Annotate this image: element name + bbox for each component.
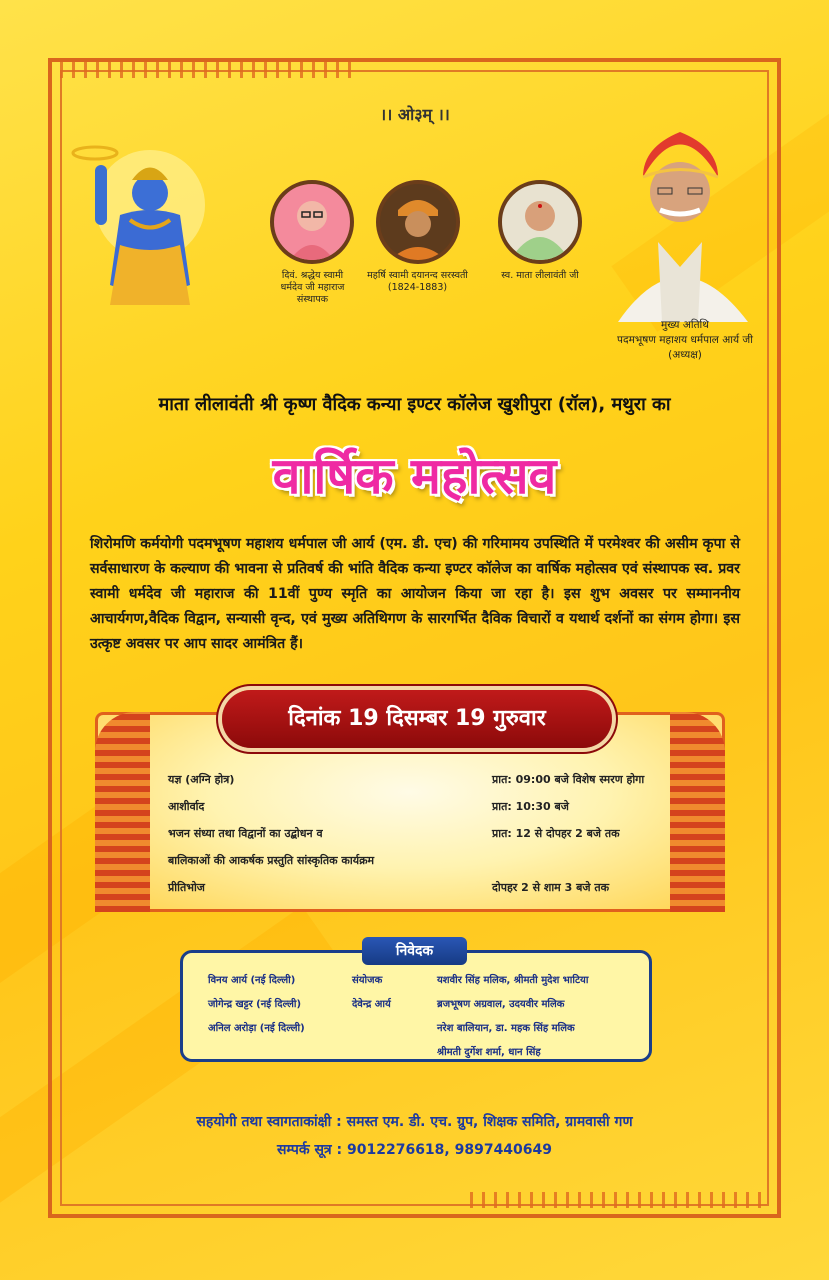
festival-title: वार्षिक महोत्सव	[272, 447, 557, 505]
leelavanti-portrait	[498, 180, 582, 264]
schedule-event: आशीर्वाद	[168, 800, 205, 813]
chief-guest-label: मुख्य अतिथि	[660, 319, 709, 331]
greek-border-bottom	[470, 1192, 770, 1208]
leelavanti-caption: स्व. माता लीलावंती जी	[501, 270, 579, 281]
chief-guest-photo	[598, 92, 763, 322]
dayanand-portrait	[376, 180, 460, 264]
founder-caption: दिवं. श्रद्धेय स्वामी धर्मदेव जी महाराज संस्थापक	[280, 270, 345, 305]
college-name: माता लीलावंती श्री कृष्ण वैदिक कन्या इण्टर कॉलेज खुशीपुरा (रॉल), मथुरा का	[158, 394, 671, 415]
schedule-time: प्रात: 10:30 बजे	[492, 800, 569, 813]
schedule-time: प्रात: 09:00 बजे विशेष स्मरण होगा	[492, 773, 645, 786]
date-banner: दिनांक 19 दिसम्बर 19 गुरुवार	[222, 690, 612, 748]
dayanand-caption: महर्षि स्वामी दयानन्द सरस्वती (1824-1883)	[367, 270, 468, 293]
chief-guest-caption	[600, 318, 770, 363]
nivedak-member: ब्रजभूषण अग्रवाल, उदयवीर मलिक	[437, 999, 565, 1010]
schedule-event: यज्ञ (अग्नि होत्र)	[168, 773, 235, 786]
chief-guest-name: पदमभूषण महाशय धर्मपाल आर्य जी	[617, 334, 753, 346]
nivedak-member: विनय आर्य (नई दिल्ली)	[208, 975, 296, 986]
nivedak-member: यशवीर सिंह मलिक, श्रीमती मुदेश भाटिया	[437, 975, 589, 986]
founder-portrait	[270, 180, 354, 264]
invitation-paragraph: शिरोमणि कर्मयोगी पदमभूषण महाशय धर्मपाल जी आर्य (एम. डी. एच) की गरिमामय उपस्थिति में परमेश्वर की असीम कृपा से सर्वसाधारण के कल्याण की भावना से प्रतिवर्ष की भांति वैदिक कन्या इण्टर कॉलेज का वार्षिक महोत्सव एवं संस्थापक स्व. प्रवर स्वामी धर्मदेव जी महाराज की 11वीं पुण्य स्मृति का आयोजन किया जा रहा है। इस शुभ अवसर पर सम्माननीय आचार्यगण,वैदिक विद्वान, सन्यासी वृन्द, एवं मुख्य अतिथिगण के सारगर्भित दैविक विचारों व यथार्थ दर्शनों का संगम होगा। इस उत्कृष्ट अवसर पर आप सादर आमंत्रित हैं।	[90, 536, 740, 652]
schedule-event: बालिकाओं की आकर्षक प्रस्तुति सांस्कृतिक कार्यक्रम	[168, 854, 375, 867]
nivedak-member: अनिल अरोड़ा (नई दिल्ली)	[208, 1023, 305, 1034]
schedule-event: प्रीतिभोज	[168, 881, 205, 894]
schedule-time: दोपहर 2 से शाम 3 बजे तक	[492, 881, 610, 894]
nivedak-coordinator: देवेन्द्र आर्य	[352, 999, 391, 1010]
nivedak-title: निवेदक	[362, 937, 467, 965]
om-header: ।। ओ३म् ।।	[380, 105, 450, 124]
chief-guest-role: (अध्यक्ष)	[668, 349, 702, 361]
schedule-event: भजन संध्या तथा विद्वानों का उद्बोधन व	[168, 827, 323, 840]
nivedak-coordinator-label: संयोजक	[352, 975, 383, 986]
arch-left-decor	[95, 712, 150, 912]
schedule-time: प्रात: 12 से दोपहर 2 बजे तक	[492, 827, 620, 840]
nivedak-member: श्रीमती दुर्गेश शर्मा, धान सिंह	[437, 1047, 541, 1058]
krishna-illustration	[40, 135, 240, 310]
contact-line: सम्पर्क सूत्र : 9012276618, 9897440649	[276, 1142, 553, 1158]
nivedak-member: जोगेन्द्र खट्टर (नई दिल्ली)	[208, 999, 302, 1010]
nivedak-member: नरेश बालियान, डा. महक सिंह मलिक	[437, 1023, 575, 1034]
supporters-line: सहयोगी तथा स्वागताकांक्षी : समस्त एम. डी. एच. ग्रुप, शिक्षक समिति, ग्रामवासी गण	[196, 1114, 633, 1130]
greek-border-top	[60, 62, 360, 78]
arch-right-decor	[670, 712, 725, 912]
